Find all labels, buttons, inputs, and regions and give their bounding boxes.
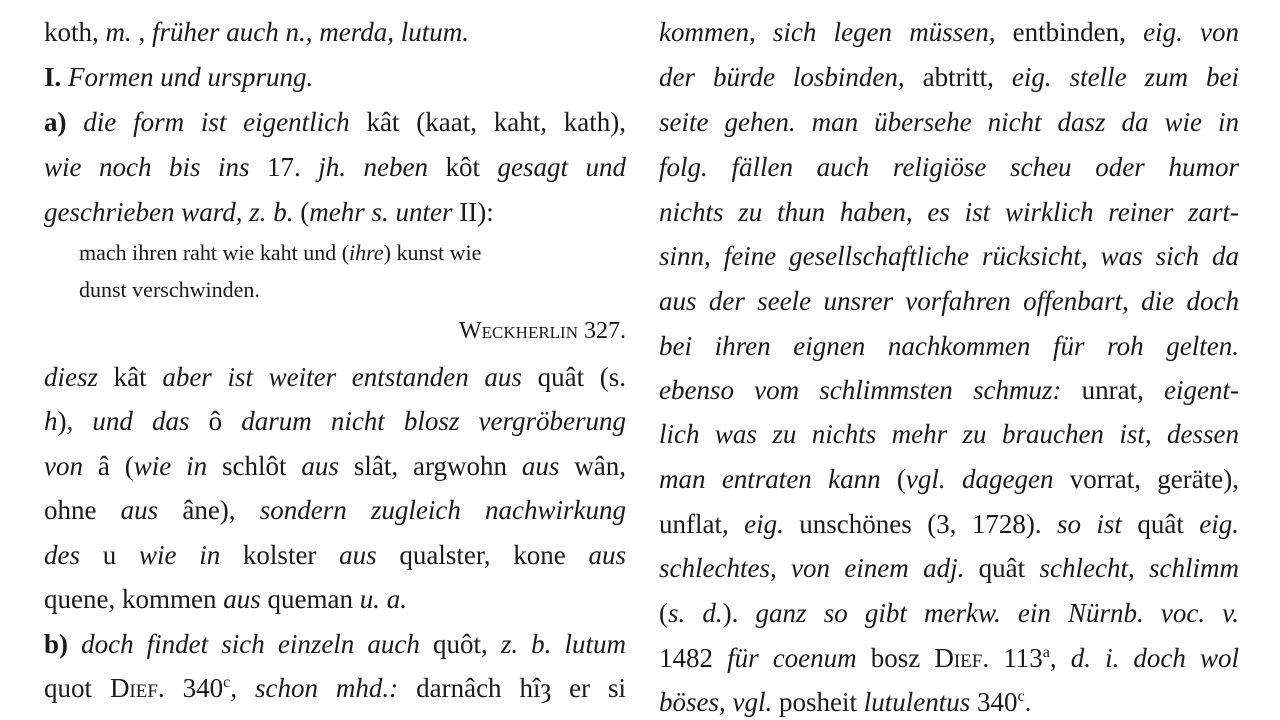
text-segment: unrat,	[1061, 375, 1165, 405]
text-line	[44, 494, 626, 526]
text-segment: u. a.	[359, 584, 407, 614]
text-segment: unflat,	[659, 509, 745, 539]
superscript: c	[223, 673, 231, 691]
left-column	[44, 0, 626, 720]
text-segment: aus	[588, 540, 627, 570]
text-segment: abtritt,	[904, 62, 1012, 92]
text-line	[659, 642, 1239, 674]
text-segment: slât, argwohn	[338, 451, 522, 481]
text-segment: z. b. lutum	[500, 629, 626, 659]
text-segment: ebenso vom schlimmsten schmuz:	[659, 375, 1062, 405]
text-segment: Dief.	[109, 673, 165, 703]
superscript: a	[1042, 643, 1050, 661]
text-segment: schlecht, schlimm	[1039, 553, 1240, 583]
text-segment: qualster, kone	[376, 540, 589, 570]
text-line	[659, 330, 1239, 362]
text-segment: von	[44, 451, 83, 481]
text-segment: eig.	[1199, 509, 1239, 539]
text-segment: II):	[452, 197, 494, 227]
text-line	[659, 552, 1239, 584]
text-line	[44, 61, 626, 93]
text-segment: aber ist weiter entstanden aus	[162, 362, 522, 392]
text-segment: posheit	[772, 687, 864, 717]
text-segment: (	[659, 598, 668, 628]
text-line	[659, 106, 1239, 138]
text-line	[659, 508, 1239, 540]
text-line	[659, 374, 1239, 406]
text-segment: darnâch hîȝ er si	[398, 673, 626, 703]
text-line	[659, 285, 1239, 317]
text-segment: aus	[120, 495, 159, 525]
text-segment: ) kunst wie	[383, 240, 482, 265]
text-segment: aus	[521, 451, 560, 481]
text-segment: eig. von	[1143, 17, 1239, 47]
text-segment: wie in	[133, 451, 208, 481]
text-segment: die form ist eigentlich	[83, 107, 350, 137]
text-segment: .	[1024, 687, 1032, 717]
text-segment: wân,	[559, 451, 626, 481]
text-segment: â (	[82, 451, 134, 481]
text-segment: eig.	[744, 509, 784, 539]
text-segment	[68, 629, 81, 659]
text-segment: sondern zugleich nachwirkung	[259, 495, 627, 525]
text-line	[44, 672, 626, 704]
text-line	[79, 239, 626, 267]
text-segment: Weckherlin	[459, 318, 578, 344]
text-segment: (	[293, 197, 310, 227]
text-line	[659, 61, 1239, 93]
text-segment: wie noch bis ins	[44, 152, 250, 182]
text-line	[44, 151, 626, 183]
text-line	[44, 405, 626, 437]
text-segment: d. i. doch wol	[1070, 643, 1240, 673]
text-segment: koth,	[44, 17, 106, 47]
text-segment: so ist	[1057, 509, 1122, 539]
text-segment: quôt,	[419, 629, 501, 659]
text-line	[44, 196, 626, 228]
text-segment: quene, kommen	[44, 584, 224, 614]
text-segment: (	[880, 464, 906, 494]
text-segment: ,	[230, 673, 255, 703]
text-segment: quât	[1121, 509, 1200, 539]
text-segment: schlechtes, von einem adj.	[659, 553, 965, 583]
text-segment: aus	[223, 584, 261, 614]
text-segment: aus	[339, 540, 377, 570]
text-line	[44, 361, 626, 393]
text-segment: 1482	[659, 643, 728, 673]
text-line	[659, 240, 1239, 272]
text-segment: aus der seele unsrer vorfahren offenbart, die doch	[659, 286, 1239, 316]
text-line	[659, 463, 1239, 495]
text-segment: für coenum	[727, 643, 857, 673]
text-segment: ,	[131, 17, 153, 47]
text-segment: Formen und ursprung.	[68, 62, 314, 92]
text-line	[659, 418, 1239, 450]
text-segment: sinn, feine gesellschaftliche rücksicht, was sich da	[659, 241, 1239, 271]
text-segment: bei ihren eignen nachkommen für roh gelten.	[659, 331, 1239, 361]
text-segment: h	[44, 406, 58, 436]
text-segment: lich was zu nichts mehr zu brauchen ist, dessen	[659, 419, 1239, 449]
text-segment: vorrat, geräte),	[1053, 464, 1239, 494]
text-segment: diesz	[44, 362, 98, 392]
text-segment: vgl. dagegen	[905, 464, 1054, 494]
text-segment: der bürde losbinden,	[659, 62, 905, 92]
text-line	[44, 450, 626, 482]
text-segment: bosz	[856, 643, 935, 673]
text-segment: ),	[57, 406, 93, 436]
text-segment: ganz so gibt merkw. ein Nürnb. voc. v.	[755, 598, 1239, 628]
text-segment: ihre	[349, 240, 384, 265]
text-segment: ,	[1049, 643, 1071, 673]
text-segment: des	[44, 540, 80, 570]
text-segment: wie in	[138, 540, 221, 570]
text-segment: man entraten kann	[659, 464, 881, 494]
text-line	[44, 315, 626, 347]
text-segment: ohne	[44, 495, 121, 525]
text-line	[44, 106, 626, 138]
text-segment: I.	[44, 62, 62, 92]
text-segment: mehr s. unter	[309, 197, 453, 227]
text-segment: quât	[964, 553, 1040, 583]
text-segment: u	[80, 540, 139, 570]
text-segment: eig. stelle zum bei	[1011, 62, 1239, 92]
text-segment: Dief.	[934, 643, 990, 673]
text-segment: âne),	[158, 495, 260, 525]
text-segment: dunst verschwinden.	[79, 277, 260, 302]
text-segment: nichts zu thun haben, es ist wirklich reiner zart-	[659, 197, 1239, 227]
text-segment: kât	[98, 362, 163, 392]
text-segment: folg. fällen auch religiöse scheu oder humor	[659, 152, 1239, 182]
text-line	[44, 16, 626, 48]
text-segment	[61, 62, 68, 92]
text-segment: 113	[989, 643, 1043, 673]
text-segment: 340	[970, 687, 1018, 717]
text-segment: ô	[189, 406, 242, 436]
right-column	[659, 0, 1239, 720]
text-segment: quât (s.	[521, 362, 626, 392]
text-segment: und das	[92, 406, 190, 436]
text-segment: lutulentus	[863, 687, 971, 717]
text-segment: aus	[301, 451, 339, 481]
text-segment: m.	[105, 17, 132, 47]
text-line	[659, 151, 1239, 183]
text-segment: ).	[722, 598, 756, 628]
text-segment: kommen, sich legen müssen,	[659, 17, 996, 47]
text-line	[659, 686, 1239, 718]
text-segment	[67, 107, 84, 137]
text-line	[659, 16, 1239, 48]
text-segment: mach ihren raht wie kaht und (	[79, 240, 350, 265]
text-segment: seite gehen. man übersehe nicht dasz da wie in	[659, 107, 1239, 137]
text-segment: darum nicht blosz vergröberung	[241, 406, 627, 436]
text-segment: quot	[44, 673, 110, 703]
text-line	[659, 597, 1239, 629]
text-segment: geschrieben ward, z. b.	[44, 197, 294, 227]
text-segment: s. d.	[668, 598, 723, 628]
text-segment: eigent-	[1164, 375, 1239, 405]
text-segment: jh. neben	[318, 152, 428, 182]
text-segment: gesagt und	[497, 152, 626, 182]
text-line	[44, 628, 626, 660]
text-segment: böses, vgl.	[659, 687, 773, 717]
text-segment: a)	[44, 107, 67, 137]
text-segment: schon mhd.:	[255, 673, 399, 703]
text-line	[44, 539, 626, 571]
text-segment: 17.	[249, 152, 319, 182]
text-segment: schlôt	[207, 451, 302, 481]
text-line	[44, 583, 626, 615]
text-segment: doch findet sich einzeln auch	[81, 629, 420, 659]
text-segment: früher auch n., merda, lutum.	[152, 17, 469, 47]
text-segment: entbinden,	[995, 17, 1144, 47]
text-line	[79, 276, 626, 304]
text-segment: kôt	[427, 152, 498, 182]
text-segment: kât (kaat, kaht, kath),	[349, 107, 626, 137]
superscript: c	[1017, 687, 1025, 705]
text-segment: 340	[164, 673, 224, 703]
text-segment: unschönes (3, 1728).	[783, 509, 1057, 539]
text-line	[659, 196, 1239, 228]
text-segment: 327.	[578, 318, 626, 344]
text-segment: kolster	[220, 540, 340, 570]
text-segment: b)	[44, 629, 69, 659]
text-segment: queman	[260, 584, 360, 614]
